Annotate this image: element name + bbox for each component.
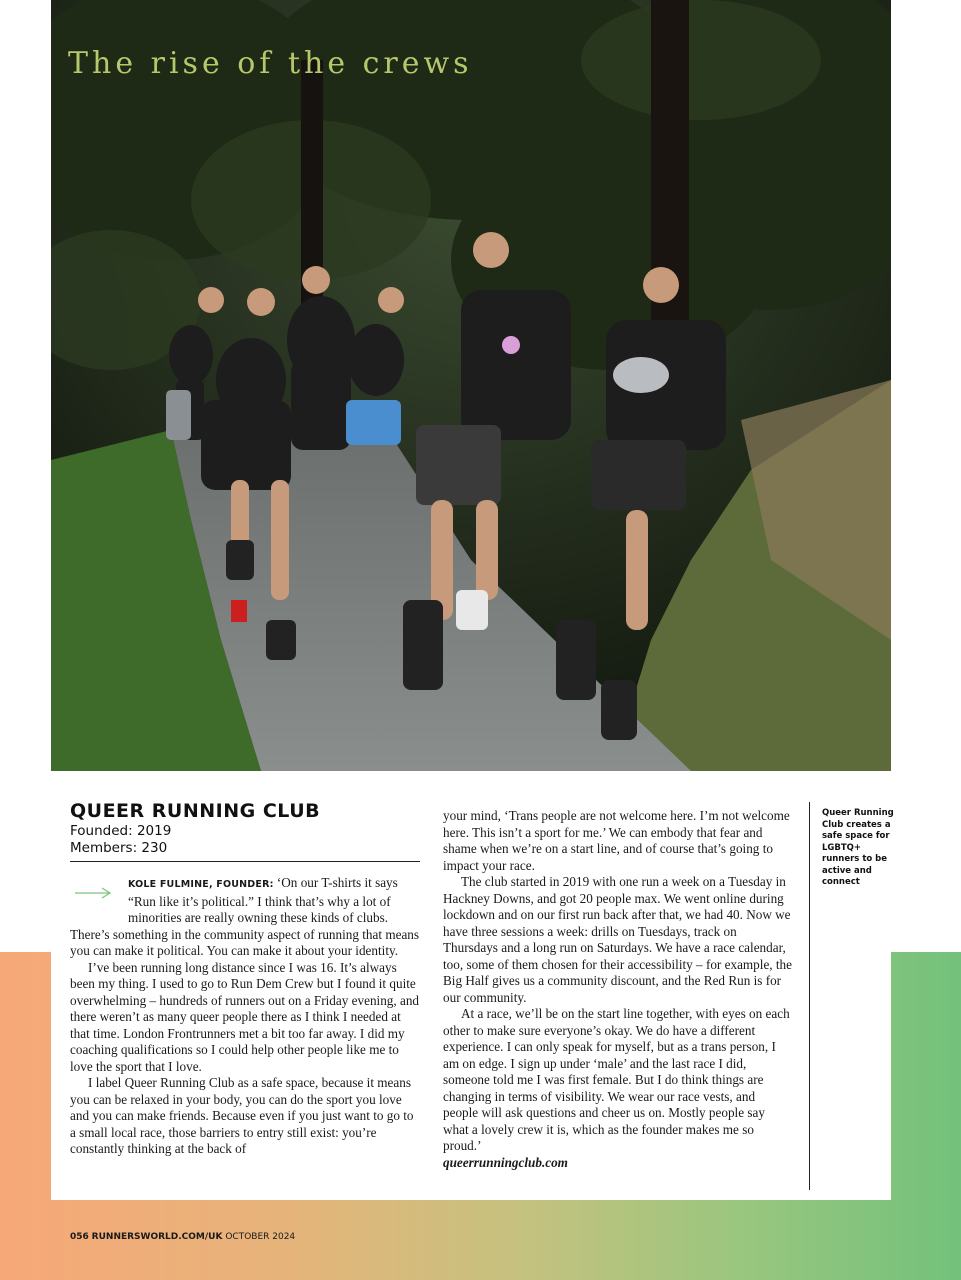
speaker-label: KOLE FULMINE, FOUNDER: [128,879,274,890]
club-members: Members: 230 [70,840,168,856]
article-paragraph-2: I’ve been running long distance since I was 16. It’s always been my thing. I used to go to Run Dem Crew but I found it quite overwhelming – hundreds of runners out on a Friday evening, and there weren’t as many queer people there as I think I needed at that time. London Frontrunners met a bit too far away. I did my coaching qualifications so I could help other people like me to love the sport that I love. [70,959,420,1074]
arrow-gutter [70,875,128,923]
hero-photo [51,0,891,771]
article-paragraph-4: The club started in 2019 with one run a week on a Tuesday in Hackney Downs, and got 20 people max. We went online during lockdown and on our first run back after that, we had 40. Now we have three sessions a week: drills on Tuesdays, track on Thursdays and a long run on Saturdays. We have a race calendar, too, some of them chosen for their accessibility – for example, the Big Half gives us a community discount, and the Red Run is for our community. [443,874,792,1005]
article-paragraph-5: At a race, we’ll be on the start line together, with eyes on each other to make sure everyone’s okay. We do have a different experience. I can only speak for myself, but as a trans person, I am on edge. I sign up under ‘male’ and the last race I did, someone told me I was first female. But I do think things are changing in terms of visibility. We wear our race vests, and people will ask questions and cheer us on. Mostly people say what a lovely crew it is, which as the founder makes me so proud.’ [443,1006,790,1153]
footer-issue: OCTOBER 2024 [225,1232,296,1242]
page-number: 056 [70,1232,89,1242]
article-column-1 [70,875,420,1158]
page-footer [70,1232,295,1242]
article-paragraph-3-continued: your mind, ‘Trans people are not welcome here. I’m not welcome here. This isn’t a sport for me.’ We can embody that fear and shame when we’re on a start line, and of course that’s going to impact your race. [443,808,790,873]
divider-rule [70,861,420,862]
photo-caption: Queer Running Club creates a safe space for LGBTQ+ runners to be active and connect [822,808,894,887]
article-column-2 [443,808,793,1171]
page-headline: The rise of the crews [68,46,473,81]
club-website-link[interactable]: queerrunningclub.com [443,1154,568,1170]
footer-site: RUNNERSWORLD.COM/UK [91,1232,223,1242]
article-paragraph-1-text: ‘On our T-shirts it says “Run like it’s political.” I think that’s why a lot of minorities are really owning these kinds of clubs. There’s something in the community aspect of running that means you can make it political. You can make it about your identity. [70,875,420,958]
club-founded: Founded: 2019 [70,823,172,839]
article-paragraph-3: I label Queer Running Club as a safe space, because it means you can be relaxed in your body, you can do the sport you love and you can make friends. Because even if you just want to go to a small local race, those barriers to entry still exist: you’re constantly thinking at the back of [70,1075,414,1156]
club-name: QUEER RUNNING CLUB [70,800,321,822]
caption-divider [809,802,810,1190]
